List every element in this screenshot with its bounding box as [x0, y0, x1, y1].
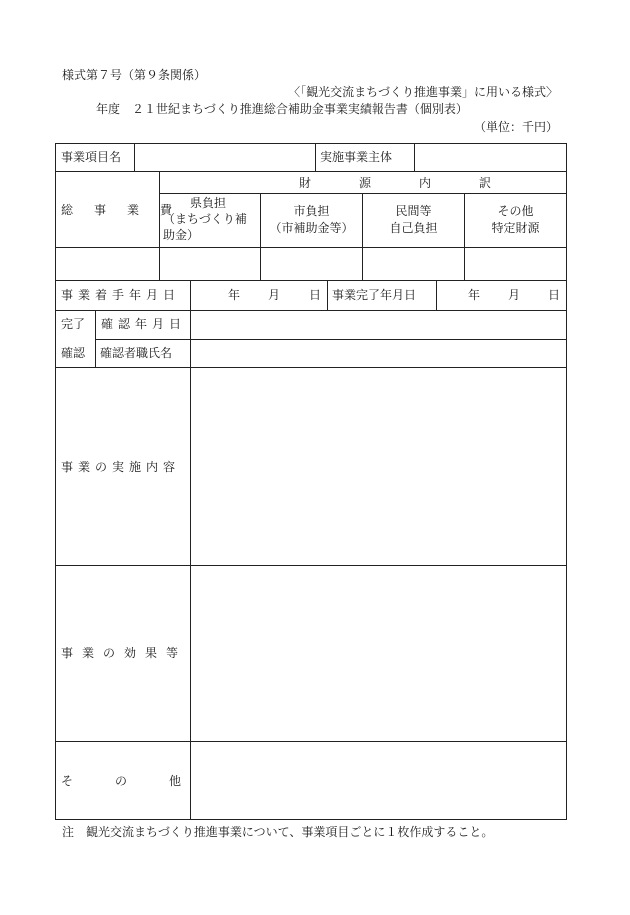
project-item-label: 事業項目名 [61, 150, 122, 164]
other-field[interactable] [192, 742, 565, 819]
other-amount-field[interactable] [465, 248, 566, 280]
funding-col-other-line1: その他 [497, 204, 534, 218]
end-date-label: 事業完了年月日 [332, 288, 417, 302]
unit-label: （単位：千円） [473, 120, 558, 134]
funding-col-prefecture-line1: 県負担 [189, 196, 226, 210]
funding-col-other-line2: 特定財源 [491, 221, 540, 235]
funding-col-city-line1: 市負担 [293, 204, 330, 218]
confirmer-field[interactable] [192, 340, 565, 367]
completion-label-1: 完了 [61, 317, 86, 331]
report-title: 年度 ２１世紀まちづくり推進総合補助金事業実績報告書（個別表） [96, 102, 468, 116]
start-month-unit: 月 [268, 288, 281, 302]
form-number: 様式第７号（第９条関係） [62, 68, 207, 82]
start-day-unit: 日 [309, 288, 322, 302]
confirm-date-label: 確認年月日 [101, 317, 187, 331]
funding-col-prefecture [163, 196, 253, 242]
other-label: その他 [61, 774, 224, 788]
funding-col-city-line2: （市補助金等） [269, 221, 354, 235]
start-year-unit: 年 [228, 288, 241, 302]
end-month-unit: 月 [508, 288, 521, 302]
funding-col-prefecture-line3: 助金） [163, 228, 200, 242]
prefecture-amount-field[interactable] [160, 248, 260, 280]
end-year-unit: 年 [468, 288, 481, 302]
total-cost-label: 総事業費 [61, 203, 194, 217]
start-date-label: 事業着手年月日 [61, 288, 181, 302]
funding-col-private-line1: 民間等 [395, 204, 432, 218]
funding-col-prefecture-line2: （まちづくり補 [163, 212, 247, 226]
confirmer-label: 確認者職氏名 [100, 346, 173, 360]
completion-label-2: 確認 [61, 346, 86, 360]
funding-breakdown-label: 財源内訳 [299, 176, 540, 190]
funding-col-other [465, 204, 566, 235]
effects-field[interactable] [192, 566, 565, 741]
usage-note: 〈「観光交流まちづくり推進事業」に用いる様式〉 [288, 85, 558, 99]
footer-note: 注 観光交流まちづくり推進事業について、事業項目ごとに１枚作成すること。 [62, 825, 494, 839]
total-cost-amount-field[interactable] [56, 248, 159, 280]
implementation-field[interactable] [192, 368, 565, 565]
implementer-label: 実施事業主体 [320, 150, 393, 164]
funding-col-city [261, 204, 362, 235]
implementation-label: 事業の実施内容 [61, 460, 181, 474]
funding-col-private [363, 204, 464, 235]
effects-label: 事業の効果等 [61, 646, 188, 660]
city-amount-field[interactable] [261, 248, 362, 280]
end-day-unit: 日 [548, 288, 561, 302]
private-amount-field[interactable] [363, 248, 464, 280]
project-item-field[interactable] [136, 144, 314, 171]
confirm-date-field[interactable] [192, 311, 565, 339]
funding-col-private-line2: 自己負担 [389, 221, 438, 235]
implementer-field[interactable] [416, 144, 565, 171]
